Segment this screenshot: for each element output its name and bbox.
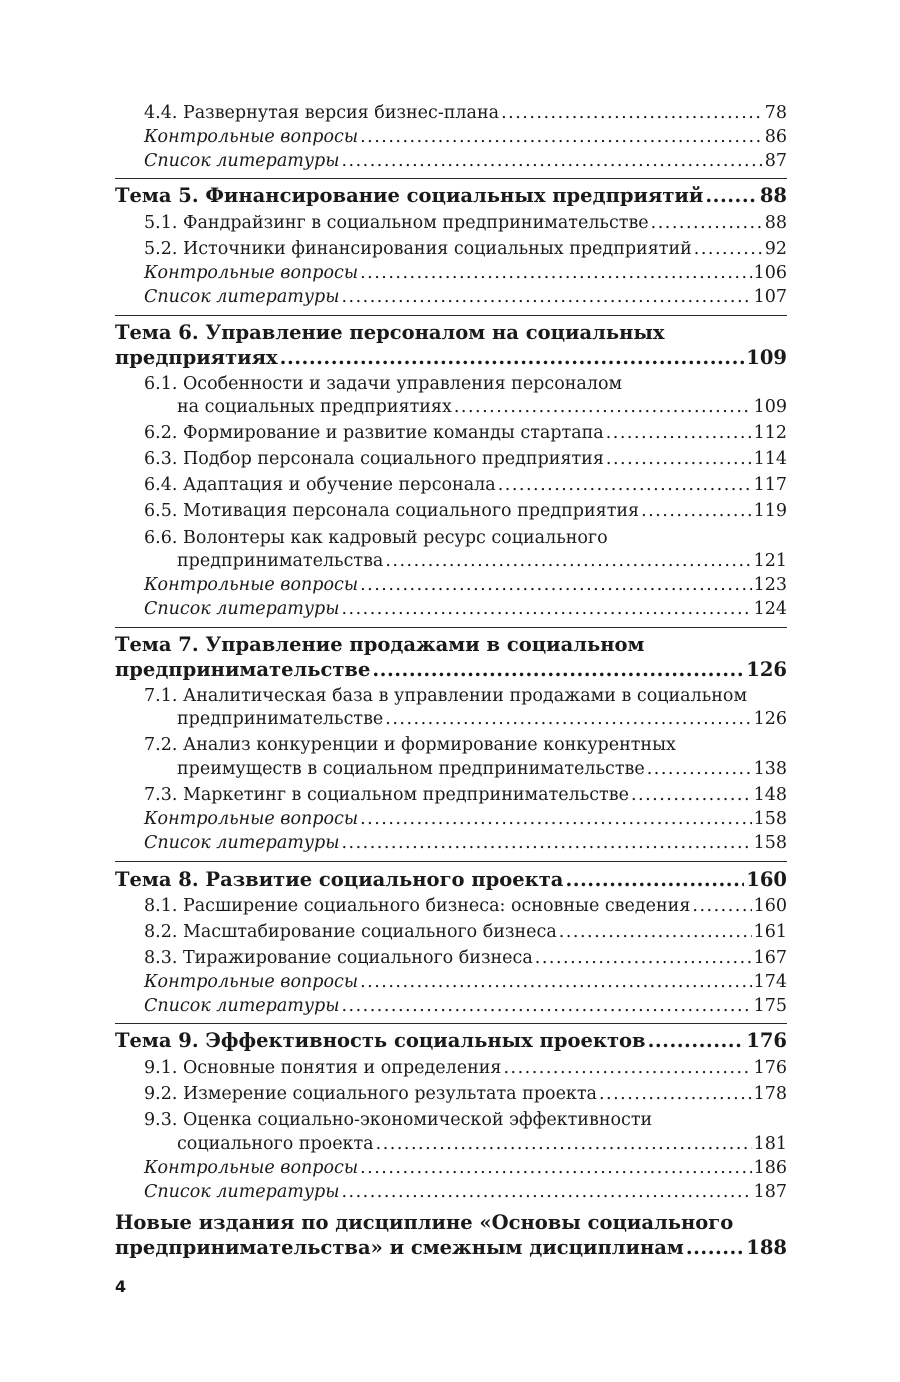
leader-dots xyxy=(599,1082,752,1106)
toc-entry-8-3[interactable] xyxy=(144,946,787,970)
toc-entry-page: 92 xyxy=(764,239,787,259)
leader-dots xyxy=(694,237,763,261)
leader-dots xyxy=(705,182,757,210)
toc-entry-6-5[interactable] xyxy=(144,499,787,523)
toc-entry-page: 109 xyxy=(753,397,787,417)
leader-dots xyxy=(341,994,751,1018)
toc-entry-title: Список литературы xyxy=(144,599,340,619)
leader-dots xyxy=(648,1027,745,1055)
toc-topic-title: Тема 9. Эффективность социальных проектов xyxy=(115,1029,646,1052)
toc-topic-6-title-line1: Тема 6. Управление персоналом на социальных xyxy=(115,321,665,344)
toc-entry-bibliography[interactable] xyxy=(144,597,787,621)
toc-entry-control-questions[interactable] xyxy=(144,261,787,285)
toc-topic-title: Тема 8. Развитие социального проекта xyxy=(115,868,564,891)
toc-new-editions-title-line1: Новые издания по дисциплине «Основы социального xyxy=(115,1211,734,1234)
leader-dots xyxy=(692,894,751,918)
toc-entry-title: Контрольные вопросы xyxy=(144,972,359,992)
toc-entry-bibliography[interactable] xyxy=(144,831,787,855)
toc-entry-6-3[interactable] xyxy=(144,447,787,471)
toc-entry-title: Контрольные вопросы xyxy=(144,809,359,829)
toc-entry-title: Контрольные вопросы xyxy=(144,127,359,147)
toc-entry-7-1-line1: 7.1. Аналитическая база в управлении продажами в социальном xyxy=(144,686,748,706)
toc-entry-control-questions[interactable] xyxy=(144,573,787,597)
toc-topic-8[interactable] xyxy=(115,866,787,894)
toc-entry-title: Список литературы xyxy=(144,287,340,307)
leader-dots xyxy=(372,656,744,684)
toc-entry-title: Контрольные вопросы xyxy=(144,1158,359,1178)
toc-entry-page: 138 xyxy=(753,759,787,779)
toc-entry-title: 8.2. Масштабирование социального бизнеса xyxy=(144,922,557,942)
toc-entry-title: социального проекта xyxy=(177,1134,374,1154)
toc-entry-title: 6.5. Мотивация персонала социального предприятия xyxy=(144,501,640,521)
toc-entry-page: 158 xyxy=(753,833,787,853)
toc-entry-7-2-line1: 7.2. Анализ конкуренции и формирование конкурентных xyxy=(144,735,676,755)
toc-entry-page: 114 xyxy=(753,449,787,469)
toc-entry-title: Контрольные вопросы xyxy=(144,575,359,595)
toc-entry-page: 87 xyxy=(764,151,787,171)
toc-entry-title: 4.4. Развернутая версия бизнес-плана xyxy=(144,103,500,123)
toc-topic-7-title-line1: Тема 7. Управление продажами в социальном xyxy=(115,633,645,656)
toc-entry-title: 6.2. Формирование и развитие команды стартапа xyxy=(144,423,604,443)
toc-entry-bibliography[interactable] xyxy=(144,149,787,173)
toc-entry-title: 6.3. Подбор персонала социального предприятия xyxy=(144,449,604,469)
toc-entry-page: 178 xyxy=(753,1084,787,1104)
toc-entry-page: 148 xyxy=(753,785,787,805)
section-divider xyxy=(115,315,787,316)
toc-topic-9[interactable] xyxy=(115,1027,787,1055)
leader-dots xyxy=(385,549,751,573)
leader-dots xyxy=(606,421,752,445)
toc-topic-title: предпринимательства» и смежным дисциплинам xyxy=(115,1236,684,1259)
toc-topic-7[interactable] xyxy=(115,656,787,684)
toc-entry-control-questions[interactable] xyxy=(144,807,787,831)
toc-entry-title: 9.2. Измерение социального результата проекта xyxy=(144,1084,597,1104)
toc-entry-bibliography[interactable] xyxy=(144,285,787,309)
leader-dots xyxy=(651,211,763,235)
toc-entry-page: 161 xyxy=(753,922,787,942)
toc-topic-page: 126 xyxy=(746,658,787,681)
leader-dots xyxy=(360,1156,752,1180)
toc-entry-8-2[interactable] xyxy=(144,920,787,944)
toc-topic-page: 188 xyxy=(746,1236,787,1259)
leader-dots xyxy=(341,1180,751,1204)
toc-entry-title: 8.3. Тиражирование социального бизнеса xyxy=(144,948,533,968)
leader-dots xyxy=(503,1056,751,1080)
toc-entry-page: 124 xyxy=(753,599,787,619)
toc-entry-9-3[interactable] xyxy=(177,1132,787,1156)
toc-entry-8-1[interactable] xyxy=(144,894,787,918)
toc-entry-page: 112 xyxy=(753,423,787,443)
toc-entry-title: Список литературы xyxy=(144,996,340,1016)
toc-entry-control-questions[interactable] xyxy=(144,1156,787,1180)
toc-entry-page: 175 xyxy=(753,996,787,1016)
toc-entry-title: Список литературы xyxy=(144,833,340,853)
toc-entry-4-4[interactable] xyxy=(144,101,787,125)
toc-entry-9-3-line1: 9.3. Оценка социально-экономической эффективности xyxy=(144,1110,653,1130)
leader-dots xyxy=(565,866,744,894)
toc-entry-page: 181 xyxy=(753,1134,787,1154)
toc-topic-5[interactable] xyxy=(115,182,787,210)
toc-entry-page: 117 xyxy=(753,475,787,495)
toc-entry-5-2[interactable] xyxy=(144,237,787,261)
toc-entry-title: 5.1. Фандрайзинг в социальном предпринимательстве xyxy=(144,213,649,233)
leader-dots xyxy=(360,573,752,597)
leader-dots xyxy=(454,395,752,419)
leader-dots xyxy=(501,101,763,125)
toc-topic-title: предпринимательстве xyxy=(115,658,371,681)
section-divider xyxy=(115,627,787,628)
toc-entry-page: 167 xyxy=(753,948,787,968)
leader-dots xyxy=(686,1234,744,1262)
toc-entry-page: 174 xyxy=(753,972,787,992)
toc-entry-control-questions[interactable] xyxy=(144,970,787,994)
toc-entry-bibliography[interactable] xyxy=(144,1180,787,1204)
toc-entry-9-1[interactable] xyxy=(144,1056,787,1080)
toc-entry-page: 107 xyxy=(753,287,787,307)
toc-entry-page: 88 xyxy=(764,213,787,233)
toc-entry-title: 8.1. Расширение социального бизнеса: основные сведения xyxy=(144,896,691,916)
toc-entry-6-6[interactable] xyxy=(177,549,787,573)
toc-entry-page: 176 xyxy=(753,1058,787,1078)
toc-entry-title: 5.2. Источники финансирования социальных предприятий xyxy=(144,239,692,259)
toc-topic-title: Тема 5. Финансирование социальных предприятий xyxy=(115,184,704,207)
toc-entry-page: 126 xyxy=(753,709,787,729)
leader-dots xyxy=(535,946,752,970)
leader-dots xyxy=(385,707,751,731)
toc-entry-title: преимуществ в социальном предпринимательстве xyxy=(177,759,645,779)
toc-entry-page: 160 xyxy=(753,896,787,916)
toc-entry-control-questions[interactable] xyxy=(144,125,787,149)
toc-entry-7-1[interactable] xyxy=(177,707,787,731)
toc-entry-6-1-line1: 6.1. Особенности и задачи управления персоналом xyxy=(144,374,623,394)
toc-entry-title: Контрольные вопросы xyxy=(144,263,359,283)
leader-dots xyxy=(280,344,745,372)
toc-entry-5-1[interactable] xyxy=(144,211,787,235)
toc-entry-page: 123 xyxy=(753,575,787,595)
leader-dots xyxy=(498,473,752,497)
leader-dots xyxy=(360,125,763,149)
toc-entry-6-6-line1: 6.6. Волонтеры как кадровый ресурс социального xyxy=(144,528,608,548)
toc-topic-6[interactable] xyxy=(115,344,787,372)
toc-entry-6-4[interactable] xyxy=(144,473,787,497)
toc-entry-7-2[interactable] xyxy=(177,757,787,781)
leader-dots xyxy=(341,597,751,621)
leader-dots xyxy=(360,261,752,285)
leader-dots xyxy=(341,285,751,309)
leader-dots xyxy=(360,807,752,831)
toc-entry-6-2[interactable] xyxy=(144,421,787,445)
toc-topic-page: 176 xyxy=(746,1029,787,1052)
toc-entry-title: на социальных предприятиях xyxy=(177,397,452,417)
leader-dots xyxy=(606,447,752,471)
toc-entry-title: Список литературы xyxy=(144,1182,340,1202)
toc-entry-title: предпринимательстве xyxy=(177,709,384,729)
section-divider xyxy=(115,178,787,179)
section-divider xyxy=(115,861,787,862)
toc-entry-title: 9.1. Основные понятия и определения xyxy=(144,1058,502,1078)
page-number: 4 xyxy=(115,1277,127,1296)
toc-topic-page: 160 xyxy=(746,868,787,891)
toc-entry-page: 158 xyxy=(753,809,787,829)
toc-entry-page: 106 xyxy=(753,263,787,283)
toc-entry-page: 119 xyxy=(753,501,787,521)
toc-entry-page: 187 xyxy=(753,1182,787,1202)
toc-topic-page: 109 xyxy=(746,346,787,369)
toc-entry-9-2[interactable] xyxy=(144,1082,787,1106)
leader-dots xyxy=(647,757,752,781)
toc-new-editions[interactable] xyxy=(115,1234,787,1262)
toc-topic-title: предприятиях xyxy=(115,346,278,369)
leader-dots xyxy=(360,970,752,994)
toc-entry-page: 121 xyxy=(753,551,787,571)
toc-entry-title: Список литературы xyxy=(144,151,340,171)
toc-entry-bibliography[interactable] xyxy=(144,994,787,1018)
toc-entry-title: предпринимательства xyxy=(177,551,384,571)
toc-entry-page: 86 xyxy=(764,127,787,147)
toc-topic-page: 88 xyxy=(759,184,787,207)
leader-dots xyxy=(376,1132,752,1156)
toc-entry-page: 186 xyxy=(753,1158,787,1178)
leader-dots xyxy=(641,499,752,523)
leader-dots xyxy=(631,783,752,807)
toc-entry-title: 6.4. Адаптация и обучение персонала xyxy=(144,475,496,495)
leader-dots xyxy=(341,831,751,855)
toc-entry-page: 78 xyxy=(764,103,787,123)
toc-entry-7-3[interactable] xyxy=(144,783,787,807)
toc-entry-title: 7.3. Маркетинг в социальном предпринимательстве xyxy=(144,785,629,805)
leader-dots xyxy=(341,149,762,173)
section-divider xyxy=(115,1023,787,1024)
toc-entry-6-1[interactable] xyxy=(177,395,787,419)
leader-dots xyxy=(559,920,752,944)
